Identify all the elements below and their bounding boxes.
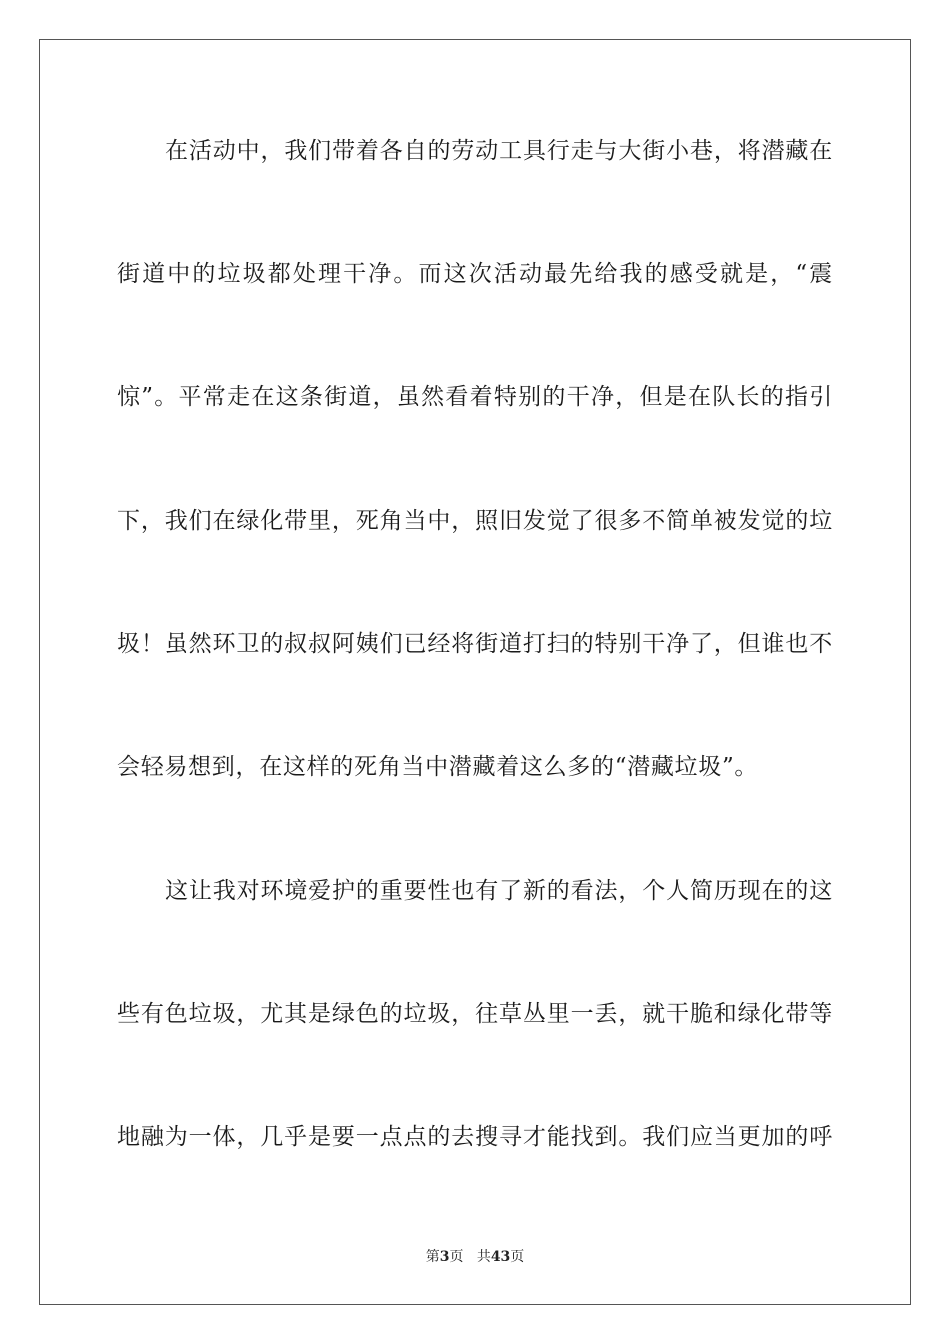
paragraph-1-line-3: 惊”。平常走在这条街道，虽然看着特别的干净，但是在队长的指引 [117,384,833,410]
paragraph-1-line-6: 会轻易想到，在这样的死角当中潜藏着这么多的“潜藏垃圾”。 [117,754,759,780]
paragraph-2-line-3: 地融为一体，几乎是要一点点的去搜寻才能找到。我们应当更加的呼 [117,1124,833,1150]
page-border [39,39,911,1305]
paragraph-1-line-5: 圾！虽然环卫的叔叔阿姨们已经将街道打扫的特别干净了，但谁也不 [117,631,833,657]
page-footer [0,1248,950,1266]
footer-total-number: 43 [490,1249,511,1265]
footer-total-prefix: 共 [476,1249,491,1265]
footer-page-number: 3 [439,1249,450,1265]
paragraph-2-line-1: 这让我对环境爱护的重要性也有了新的看法，个人简历现在的这 [165,878,833,904]
paragraph-1-line-1: 在活动中，我们带着各自的劳动工具行走与大街小巷，将潜藏在 [165,138,833,164]
footer-page-suffix: 页 [449,1249,464,1265]
footer-page-prefix: 第 [425,1249,440,1265]
paragraph-2-line-2: 些有色垃圾，尤其是绿色的垃圾，往草丛里一丢，就干脆和绿化带等 [117,1001,833,1027]
paragraph-1-line-2: 街道中的垃圾都处理干净。而这次活动最先给我的感受就是，“震 [117,261,833,287]
paragraph-1-line-4: 下，我们在绿化带里，死角当中，照旧发觉了很多不简单被发觉的垃 [117,508,833,534]
footer-total-suffix: 页 [510,1249,525,1265]
